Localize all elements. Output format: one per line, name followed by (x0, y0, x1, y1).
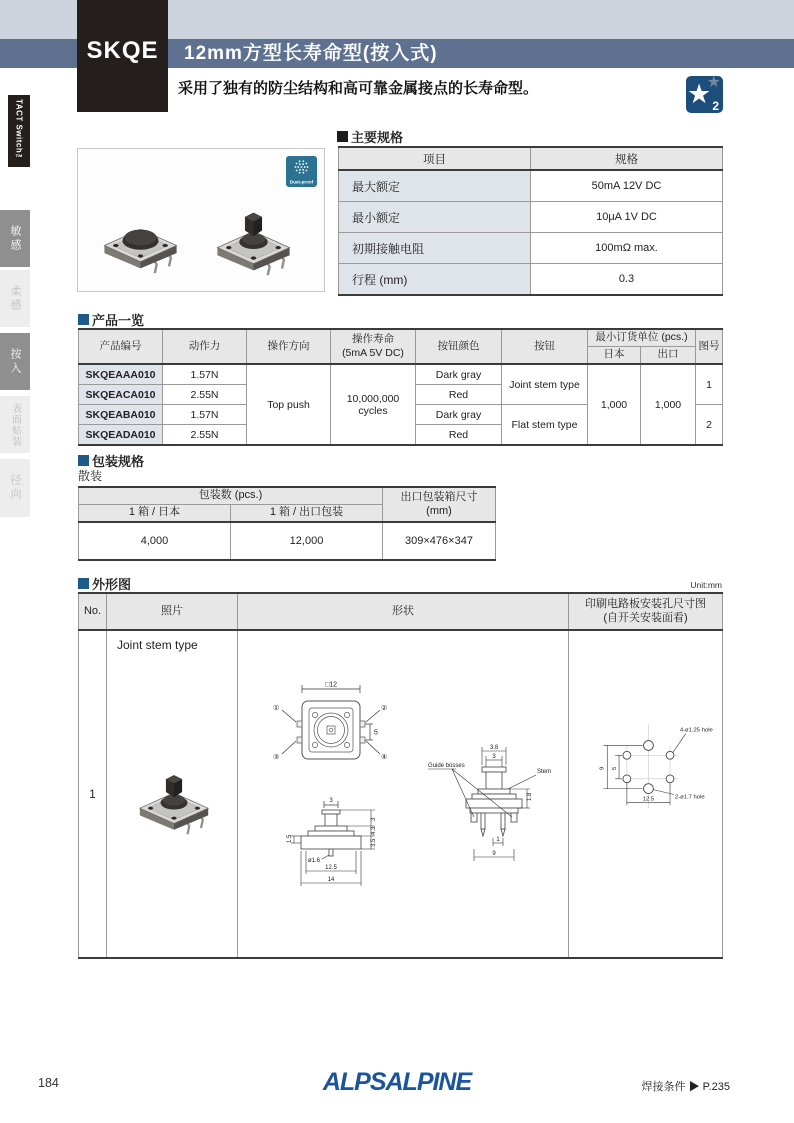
figure-number: 2 (696, 405, 723, 446)
force-value: 1.57N (163, 364, 247, 385)
spec-value: 50mA 12V DC (531, 170, 723, 202)
square-bullet-icon (78, 455, 89, 466)
dim-label: 12.5 (642, 796, 655, 803)
sidebar-tab-label: 敏感 (9, 224, 21, 253)
stem-type-label: Joint stem type (117, 638, 198, 652)
pack-export-value: 12,000 (231, 522, 383, 560)
sidebar-tab-label: 径向 (9, 474, 21, 502)
spec-value: 0.3 (531, 264, 723, 296)
stem-type-value: Flat stem type (502, 405, 588, 446)
table-row (339, 202, 723, 233)
spec-table (338, 146, 723, 296)
terminal-callout: ④ (381, 754, 388, 761)
dustproof-badge (286, 156, 317, 187)
page-title: 12mm方型长寿命型(按入式) (184, 43, 438, 64)
grade-badge (686, 76, 723, 113)
unit-label: Unit:mm (690, 580, 722, 590)
grade-number: 2 (712, 99, 719, 113)
outline-header-pcb-line1: 印刷电路板安装孔尺寸图 (585, 597, 706, 610)
series-code-box (77, 0, 168, 112)
product-photo-box (77, 148, 325, 292)
table-row (339, 170, 723, 202)
part-number: SKQEAAA010 (79, 364, 163, 385)
outline-header-pcb-line2: (自开关安装面看) (603, 611, 688, 624)
table-row (79, 364, 723, 385)
product-table (78, 328, 723, 446)
pack-header-box-line1: 出口包装箱尺寸 (400, 491, 478, 504)
brand-logo-text: ALPSALPINE (322, 1068, 472, 1096)
sidebar-tab-smd (0, 396, 30, 453)
dim-label: 3 (492, 754, 496, 760)
switch-photo-square-stem (206, 182, 301, 279)
square-bullet-icon (78, 578, 89, 589)
outline-header-shape: 形状 (238, 593, 569, 630)
col-header-part-no: 产品编号 (79, 329, 163, 364)
color-value: Dark gray (416, 405, 502, 425)
dim-label: ø1.6 (307, 858, 320, 864)
life-line2: cycles (358, 404, 388, 417)
outline-header-photo: 照片 (107, 593, 238, 630)
figure-number: 1 (696, 364, 723, 405)
pack-header-box (383, 487, 496, 522)
part-number: SKQEABA010 (79, 405, 163, 425)
spec-header-item: 项目 (339, 147, 531, 170)
pack-header-box-line2: (mm) (426, 504, 452, 517)
outline-row-number: 1 (79, 630, 107, 958)
top-and-front-view-drawing (253, 677, 423, 892)
dim-label: 9 (492, 851, 496, 857)
spec-value: 100mΩ max. (531, 233, 723, 264)
section-title-outline (78, 574, 131, 593)
col-header-life (331, 329, 416, 364)
col-header-stem: 按钮 (502, 329, 588, 364)
col-header-moq: 最小订货单位 (pcs.) (588, 329, 696, 347)
spec-header-value: 规格 (531, 147, 723, 170)
pack-box-size: 309×476×347 (383, 522, 496, 560)
dim-label: 5 (374, 729, 378, 737)
section-title-text: 外形图 (92, 577, 132, 592)
spec-item: 最大额定 (339, 170, 531, 202)
col-header-force: 动作力 (163, 329, 247, 364)
section-title-specs (337, 127, 403, 146)
dim-label: 4.3 (371, 826, 377, 835)
dim-label: 3.5 (371, 838, 377, 847)
page-number: 184 (38, 1076, 59, 1090)
force-value: 2.55N (163, 425, 247, 446)
col-header-fig: 图号 (696, 329, 723, 364)
force-value: 1.57N (163, 405, 247, 425)
pack-header-japan: 1 箱 / 日本 (79, 505, 231, 523)
spec-item: 初期接触电阻 (339, 233, 531, 264)
corner-holes-label: 4-ø1.25 hole (679, 727, 713, 734)
sidebar-tab-push-in (0, 333, 30, 390)
col-header-life-line1: 操作寿命 (352, 333, 394, 346)
outline-table (78, 592, 723, 959)
stem-type-value: Joint stem type (502, 364, 588, 405)
guide-bosses-label: Guide bosses (428, 763, 465, 769)
packaging-table (78, 486, 496, 561)
series-family-label: TACT Switch™ (14, 99, 24, 163)
center-holes-label: 2-ø1.7 hole (674, 794, 705, 801)
dustproof-label: Dust-proof (289, 179, 314, 185)
outline-shape-cell (238, 630, 569, 958)
table-row (79, 522, 496, 560)
col-header-life-line2: (5mA 5V DC) (342, 346, 404, 359)
col-header-color: 按钮颜色 (416, 329, 502, 364)
sidebar-tab-radial (0, 459, 30, 517)
pack-header-export: 1 箱 / 出口包装 (231, 505, 383, 523)
section-title-text: 主要规格 (351, 130, 404, 145)
sidebar-tab-label: 按入 (9, 347, 21, 376)
series-code: SKQE (86, 37, 159, 64)
life-value (331, 364, 416, 445)
spec-value: 10μA 1V DC (531, 202, 723, 233)
star-icon-small: ★ (706, 74, 721, 91)
color-value: Red (416, 425, 502, 446)
color-value: Dark gray (416, 364, 502, 385)
force-value: 2.55N (163, 385, 247, 405)
terminal-callout: ① (273, 705, 280, 712)
table-row (79, 630, 723, 958)
packaging-style-label: 散装 (78, 469, 103, 483)
section-title-text: 包装规格 (92, 454, 145, 469)
dim-label: 14 (327, 877, 335, 883)
outline-header-no: No. (79, 593, 107, 630)
part-number: SKQEADA010 (79, 425, 163, 446)
terminal-callout: ② (381, 705, 388, 712)
dim-label: 1.5 (287, 834, 293, 843)
col-header-moq-japan: 日本 (588, 347, 641, 365)
dim-label: 3.8 (489, 745, 499, 751)
switch-photo-round (93, 194, 188, 279)
dim-label: □12 (324, 681, 338, 689)
pack-japan-value: 4,000 (79, 522, 231, 560)
moq-export-value: 1,000 (641, 364, 696, 445)
sidebar-tab-sensitive (0, 210, 30, 267)
switch-photo-square-stem (129, 746, 219, 838)
direction-value: Top push (247, 364, 331, 445)
square-bullet-icon (337, 131, 348, 142)
spec-item: 最小额定 (339, 202, 531, 233)
dim-label: 1.8 (527, 792, 533, 801)
square-bullet-icon (78, 314, 89, 325)
pcb-hole-drawing (570, 717, 722, 822)
dim-label: 3 (371, 817, 377, 821)
star-icon-big: ★ (687, 79, 712, 109)
part-number: SKQEACA010 (79, 385, 163, 405)
dustproof-icon (286, 156, 317, 187)
outline-pcb-cell (569, 630, 723, 958)
sidebar-tab-soft (0, 270, 30, 327)
series-family-box (8, 95, 30, 167)
table-row (339, 264, 723, 296)
dim-label: 12.5 (325, 865, 337, 871)
col-header-moq-export: 出口 (641, 347, 696, 365)
color-value: Red (416, 385, 502, 405)
terminal-callout: ③ (273, 754, 280, 761)
sidebar-tab-label: 表面贴装 (9, 402, 21, 447)
outline-photo-cell (107, 630, 238, 958)
page-subtitle: 采用了独有的防尘结构和高可靠金属接点的长寿命型。 (178, 80, 539, 97)
table-row (339, 233, 723, 264)
moq-japan-value: 1,000 (588, 364, 641, 445)
dim-label: 5 (612, 766, 619, 770)
stem-label: Stem (537, 769, 552, 775)
dim-label: 1 (496, 837, 500, 843)
section-title-products (78, 310, 144, 329)
dim-label: 9 (599, 766, 606, 770)
section-title-text: 产品一览 (92, 313, 145, 328)
sidebar-tab-label: 柔感 (9, 284, 21, 313)
spec-item: 行程 (mm) (339, 264, 531, 296)
side-view-drawing (426, 741, 571, 876)
dim-label: 3 (329, 798, 333, 804)
soldering-reference: 焊接条件 ▶ P.235 (641, 1081, 730, 1093)
outline-header-pcb (569, 593, 723, 630)
col-header-direction: 操作方向 (247, 329, 331, 364)
pack-header-qty: 包装数 (pcs.) (79, 487, 383, 505)
life-line1: 10,000,000 (346, 392, 400, 405)
